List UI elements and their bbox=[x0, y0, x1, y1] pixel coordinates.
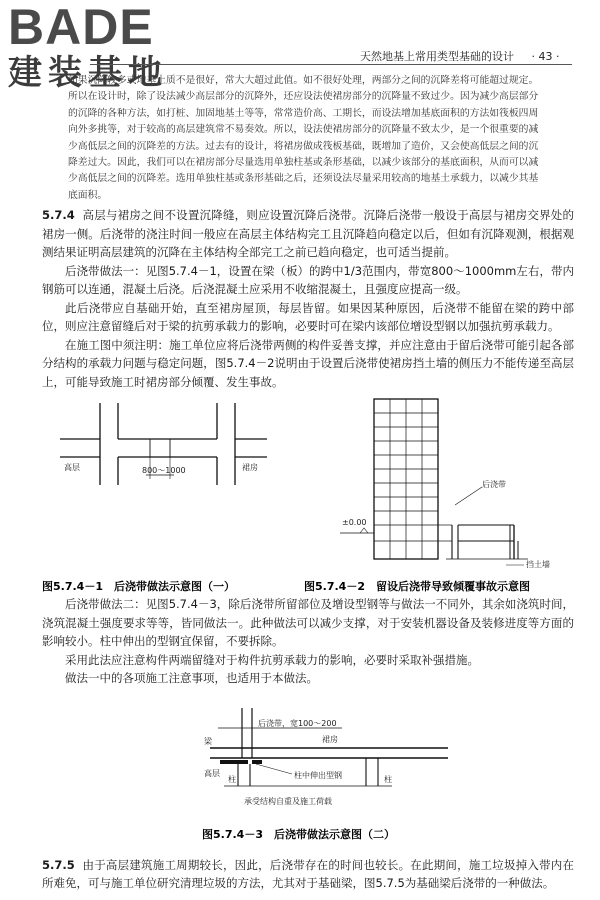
paragraph-method-one: 后浇带做法一：见图5.7.4－1，设置在梁（板）的跨中1/3范围内，带宽800～1000mm左右，带内钢筋可以连通，混凝土后浇。后浇混凝土应采用不收缩混凝土，且强度应提高一级。 bbox=[42, 263, 574, 297]
page-number: · 43 · bbox=[531, 50, 560, 63]
section-text: 由于高层建筑施工周期较长，因此，后浇带存在的时间也较长。在此期间，施工垃圾掉入带内在所难免，可与施工单位研究清理垃圾的方法，尤其对于基础梁，图5.7.5为基础梁后浇带的一种做法。 bbox=[42, 857, 575, 891]
figure-5-7-4-2 bbox=[304, 399, 550, 593]
paragraph-same: 做法一中的各项施工注意事项，也适用于本做法。 bbox=[65, 671, 318, 686]
figure-3-caption: 图5.7.4－3 后浇带做法示意图（二） bbox=[202, 827, 395, 841]
logo-chinese: 建装基地 bbox=[8, 53, 168, 93]
label-high-rise: 高层 bbox=[64, 463, 80, 473]
section-5-7-5 bbox=[42, 856, 574, 893]
figure-row-3 bbox=[42, 688, 574, 856]
section-5-7-4 bbox=[42, 206, 574, 262]
section-number: 5.7.4 bbox=[42, 208, 75, 223]
header-title: 天然地基上常用类型基础的设计 bbox=[360, 50, 514, 63]
label-column-right: 柱 bbox=[384, 774, 392, 784]
label-elevation-zero: ±0.00 bbox=[342, 518, 367, 528]
label-podium: 裙房 bbox=[242, 463, 258, 473]
figure-row-1-2 bbox=[42, 395, 574, 595]
section-number: 5.7.5 bbox=[42, 857, 75, 872]
label-column-left: 柱 bbox=[228, 774, 236, 784]
label-dimension: 800～1000 bbox=[142, 466, 186, 476]
figure-5-7-4-3 bbox=[42, 688, 574, 856]
label-high-rise-3: 高层 bbox=[204, 768, 220, 778]
paragraph-drawing-note: 在施工图中须注明：施工单位应将后浇带两侧的构件妥善支撑，并应注意由于留后浇带可能引起各部分结构的承载力问题与稳定问题，图5.7.4－2说明由于设置后浇带使裙房挡土墙的侧压力不能传递至高层上，可能导致施工时裙房部分倾覆、发生事故。 bbox=[42, 337, 574, 389]
label-load: 承受结构自重及施工荷载 bbox=[244, 796, 332, 806]
page-body bbox=[42, 73, 574, 893]
label-band-width: 后浇带，宽100～200 bbox=[258, 718, 337, 728]
figure-2-caption: 图5.7.4－2 留设后浇带导致倾覆事故示意图 bbox=[304, 580, 530, 594]
logo-latin: BADE bbox=[8, 0, 154, 55]
paragraph-base: 此后浇带应自基础开始，直至裙房屋顶，每层皆留。如果因某种原因，后浇带不能留在梁的跨中部位，则应注意留缝后对于梁的抗剪承载力的影响，必要时可在梁内该部位增设型钢以加强抗剪承载力。 bbox=[42, 300, 574, 334]
top-paragraph: 如果沉降较多或地基土质不是很好，常大大超过此值。如不很好处理，两部分之间的沉降差将可能超过规定。 所以在设计时，除了设法减少高层部分的沉降外，还应设法使裙房部分的沉降量不致过少。因为减少高层部分 的沉降的各种方法，如打桩、加固地基土等等，常常造价高、工期长，而设法增加基底面积的方法如筏板四周 向外多挑等，对于较高的高层建筑常不易奏效。所以，设法使裙房部分的沉降量不致太少，是一个很重要的减 少高低层之间的沉降差的方法。过去有的设计，将裙房做成筏板基础，既增加了造价，又会使高低层之间的沉 降差过大。因此，我们可以在裙房部分尽量选用单独柱基或条形基础，以减少该部分的基底面积，从而可以减 少高低层之间的沉降差。选用单独柱基或条形基础之后，还须设法尽量采用较高的地基土承载力，以减少其基 底面积。 bbox=[68, 75, 539, 201]
label-post-cast-strip: 后浇带 bbox=[482, 480, 506, 490]
label-room: 裙房 bbox=[322, 734, 338, 744]
paragraph-adopt: 采用此法应注意构件两端留缝对于构件抗剪承载力的影响，必要时采取补强措施。 bbox=[65, 652, 479, 667]
running-header bbox=[360, 48, 559, 64]
label-beam: 梁 bbox=[204, 736, 212, 746]
paragraph-method-two: 后浇带做法二：见图5.7.4－3，除后浇带所留部位及增设型钢等与做法一不同外，其余如浇筑时间，浇筑混凝土强度要求等等，皆同做法一。此种做法可以减少支撑，对于安装机器设备及装修进度等方面的影响较小。柱中伸出的型钢宜保留，不要拆除。 bbox=[42, 597, 574, 649]
header-rule bbox=[90, 64, 572, 65]
label-retaining-wall: 挡土墙 bbox=[526, 560, 550, 570]
label-steel: 柱中伸出型钢 bbox=[294, 770, 342, 780]
section-text: 高层与裙房之间不设置沉降缝，则应设置沉降后浇带。沉降后浇带一般设于高层与裙房交界处的裙房一侧。后浇带的浇注时间一般应在高层主体结构完工且沉降趋向稳定以后，但如有沉降观测，根据观测结果证明高层建筑的沉降在主体结构全部完工之前已趋向稳定，也可适当提前。 bbox=[42, 208, 575, 260]
figure-1-caption: 图5.7.4－1 后浇带做法示意图（一） bbox=[42, 580, 235, 594]
figure-5-7-4-1 bbox=[42, 403, 267, 593]
figures-svg bbox=[42, 395, 574, 595]
